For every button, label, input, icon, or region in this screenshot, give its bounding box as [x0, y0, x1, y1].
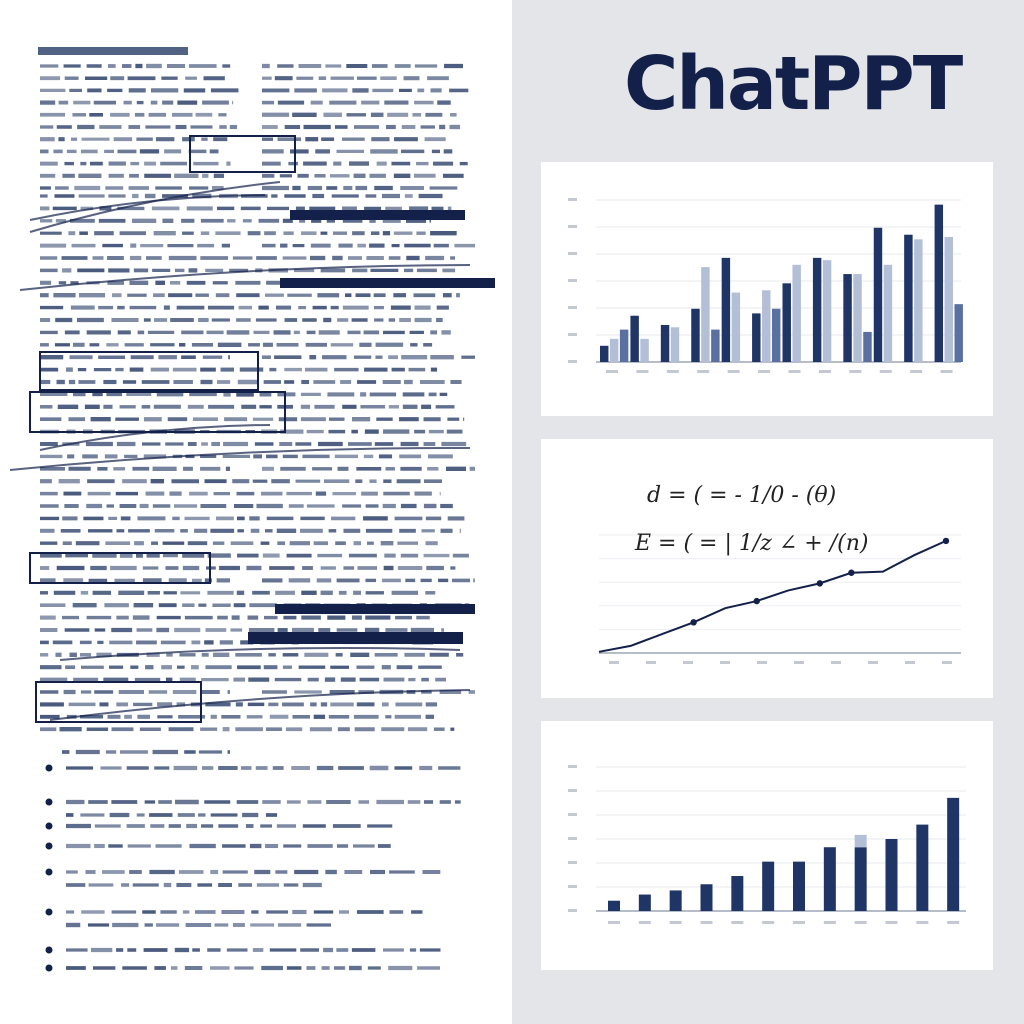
- chart1-x-tick: [728, 370, 740, 373]
- chart1-bar[interactable]: [884, 265, 892, 362]
- chart2-point[interactable]: [690, 619, 696, 625]
- chart1-x-tick: [758, 370, 770, 373]
- chart1-x-tick: [667, 370, 679, 373]
- chart3-y-tick: [568, 861, 577, 864]
- chart1-x-tick: [910, 370, 922, 373]
- chart3-x-tick: [824, 921, 836, 924]
- chart3-x-tick: [608, 921, 620, 924]
- chart3-bar[interactable]: [855, 847, 867, 911]
- chart1-x-tick: [849, 370, 861, 373]
- chart1-y-tick: [568, 333, 577, 336]
- chart1-bar[interactable]: [935, 205, 943, 362]
- chart3-x-tick: [886, 921, 898, 924]
- chart1-y-tick: [568, 306, 577, 309]
- chart1-x-tick: [636, 370, 648, 373]
- chart2-x-tick: [942, 661, 952, 664]
- chart1-bar[interactable]: [711, 330, 719, 362]
- chart3-bar[interactable]: [916, 825, 928, 911]
- doc-bullet: [46, 965, 53, 972]
- chart3-x-tick: [762, 921, 774, 924]
- chart1-bar[interactable]: [691, 309, 699, 362]
- chart2-x-tick: [794, 661, 804, 664]
- chart3-x-tick: [855, 921, 867, 924]
- chart2-x-tick: [683, 661, 693, 664]
- app-title: ChatPPT: [624, 41, 962, 127]
- chart3-bar[interactable]: [639, 895, 651, 911]
- chart3-bar[interactable]: [731, 876, 743, 911]
- chart3-bar[interactable]: [670, 890, 682, 911]
- chart3-y-tick: [568, 813, 577, 816]
- chart2-point[interactable]: [943, 538, 949, 544]
- doc-bullet: [46, 947, 53, 954]
- formula-1: d = ( = - 1/0 - (θ): [647, 483, 837, 508]
- chart3-x-tick: [947, 921, 959, 924]
- doc-highlight-bar: [275, 604, 475, 614]
- chart1-bar[interactable]: [772, 309, 780, 362]
- chart3-bar[interactable]: [701, 884, 713, 911]
- chart2-x-tick: [720, 661, 730, 664]
- chart3-x-tick: [639, 921, 651, 924]
- chart1-bar[interactable]: [661, 325, 669, 362]
- chart1-y-tick: [568, 360, 577, 363]
- chart1-bar[interactable]: [630, 316, 638, 362]
- chart1-bar[interactable]: [732, 293, 740, 362]
- chart3-y-tick: [568, 765, 577, 768]
- chart1-bar[interactable]: [853, 274, 861, 362]
- doc-bullet: [46, 909, 53, 916]
- chart3-y-tick: [568, 837, 577, 840]
- line-chart-card[interactable]: [541, 439, 993, 698]
- chart1-bar[interactable]: [600, 346, 608, 362]
- doc-bullet: [46, 869, 53, 876]
- formula-2: E = ( = | 1/z ∠ + /(n): [635, 531, 869, 556]
- doc-scratch-mark: [40, 425, 270, 450]
- chart3-bar[interactable]: [824, 847, 836, 911]
- chart1-bar[interactable]: [914, 239, 922, 362]
- chart2-x-tick: [868, 661, 878, 664]
- bar-chart-card-1[interactable]: [541, 162, 993, 416]
- chart1-x-tick: [697, 370, 709, 373]
- chart2-point[interactable]: [848, 570, 854, 576]
- chart1-bar[interactable]: [620, 330, 628, 362]
- chart2-x-tick: [757, 661, 767, 664]
- chart3-y-tick: [568, 789, 577, 792]
- chart1-bar[interactable]: [701, 267, 709, 362]
- chart1-x-tick: [789, 370, 801, 373]
- chart1-bar[interactable]: [783, 283, 791, 362]
- chart3-bar[interactable]: [886, 839, 898, 911]
- chart1-bar[interactable]: [752, 313, 760, 362]
- chart1-bar[interactable]: [813, 258, 821, 362]
- chart1-x-tick: [941, 370, 953, 373]
- chart1-y-tick: [568, 225, 577, 228]
- chart3-bar[interactable]: [608, 901, 620, 911]
- doc-bullet: [46, 843, 53, 850]
- doc-scratch-mark: [10, 448, 470, 470]
- chart1-bar[interactable]: [904, 235, 912, 362]
- chart3-bar[interactable]: [947, 798, 959, 911]
- doc-bullet: [46, 799, 53, 806]
- chart3-x-tick: [670, 921, 682, 924]
- chart1-bar[interactable]: [843, 274, 851, 362]
- chart1-bar[interactable]: [610, 339, 618, 362]
- chart3-x-tick: [916, 921, 928, 924]
- chart1-bar[interactable]: [640, 339, 648, 362]
- chart3-y-tick: [568, 885, 577, 888]
- chart1-y-tick: [568, 279, 577, 282]
- chart3-y-tick: [568, 909, 577, 912]
- chart2-point[interactable]: [754, 598, 760, 604]
- doc-highlight-bar: [290, 210, 465, 220]
- chart2-x-tick: [905, 661, 915, 664]
- line-chart: [541, 439, 993, 698]
- doc-highlight-bar: [280, 278, 495, 288]
- chart1-x-tick: [606, 370, 618, 373]
- bar-chart-card-2[interactable]: [541, 721, 993, 970]
- chart2-series-line[interactable]: [599, 541, 946, 652]
- chart1-bar[interactable]: [792, 265, 800, 362]
- chart1-bar[interactable]: [954, 304, 962, 362]
- doc-highlight-bar: [248, 632, 463, 644]
- chart3-x-tick: [731, 921, 743, 924]
- chart1-bar[interactable]: [874, 228, 882, 362]
- chart1-bar[interactable]: [945, 237, 953, 362]
- chart2-x-tick: [609, 661, 619, 664]
- bar-chart-2: [541, 721, 993, 970]
- chart3-x-tick: [793, 921, 805, 924]
- chart1-bar[interactable]: [671, 327, 679, 362]
- bar-chart-1: [541, 162, 993, 416]
- chart2-point[interactable]: [817, 580, 823, 586]
- chart1-y-tick: [568, 252, 577, 255]
- chart1-bar[interactable]: [722, 258, 730, 362]
- chart1-x-tick: [880, 370, 892, 373]
- chart1-x-tick: [819, 370, 831, 373]
- chart3-x-tick: [701, 921, 713, 924]
- chart1-y-tick: [568, 198, 577, 201]
- doc-outline-box: [190, 136, 295, 172]
- chart3-bar-stack[interactable]: [855, 835, 867, 847]
- doc-heading: [38, 47, 188, 55]
- doc-bullet: [46, 765, 53, 772]
- chart1-bar[interactable]: [863, 332, 871, 362]
- chart1-bar[interactable]: [762, 290, 770, 362]
- chart3-bar[interactable]: [762, 862, 774, 911]
- chart2-x-tick: [646, 661, 656, 664]
- chart2-x-tick: [831, 661, 841, 664]
- chart1-bar[interactable]: [823, 260, 831, 362]
- doc-bullet: [46, 823, 53, 830]
- chart3-bar[interactable]: [793, 862, 805, 911]
